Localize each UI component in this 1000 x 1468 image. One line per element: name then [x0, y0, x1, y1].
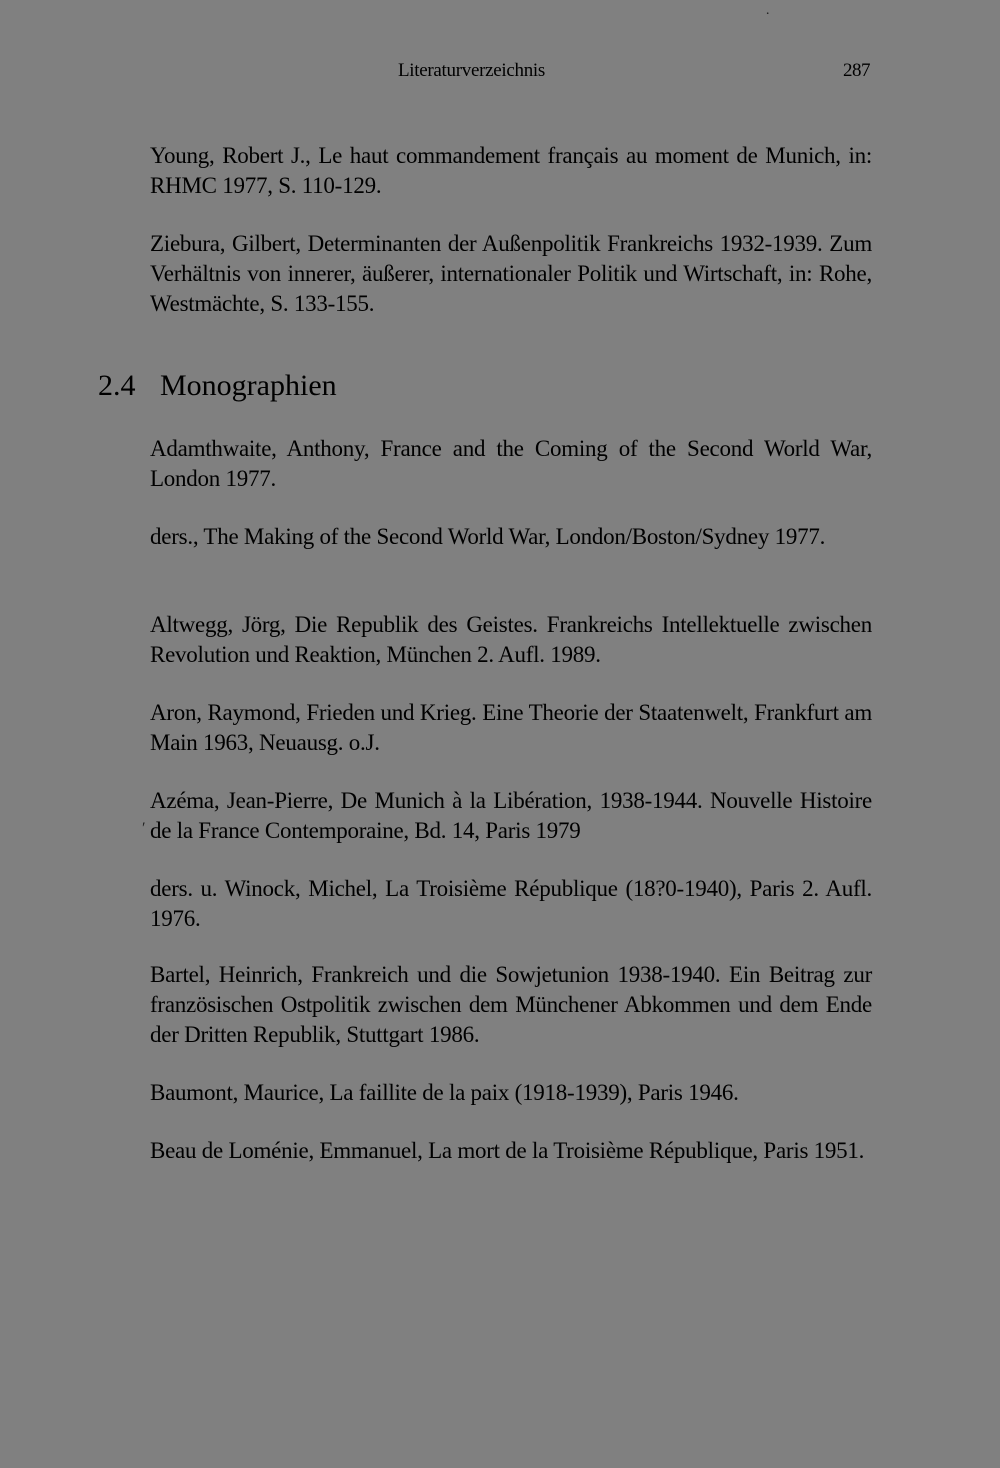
bibliography-entry: Ziebura, Gilbert, Determinanten der Außenpolitik Frankreichs 1932-1939. Zum Verhältnis von innerer, äußerer, internationaler Politik und Wirtschaft, in: Rohe, Westmächte, S. 133-155.: [150, 231, 872, 316]
scan-speck: ˙: [765, 10, 771, 27]
bibliography-entry: Young, Robert J., Le haut commandement français au moment de Munich, in: RHMC 1977, S. 110-129.: [150, 143, 872, 198]
bibliography-entry: ders., The Making of the Second World War, London/Boston/Sydney 1977.: [150, 524, 826, 549]
bibliography-entry: Aron, Raymond, Frieden und Krieg. Eine Theorie der Staatenwelt, Frankfurt am Main 1963, Neuausg. o.J.: [150, 700, 872, 755]
running-header-title: Literaturverzeichnis: [398, 60, 545, 81]
bibliography-entry: Adamthwaite, Anthony, France and the Coming of the Second World War, London 1977.: [150, 436, 872, 491]
bibliography-entry: ders. u. Winock, Michel, La Troisième République (18?0-1940), Paris 2. Aufl. 1976.: [150, 876, 872, 931]
section-title: Monographien: [160, 369, 337, 402]
bibliography-entry: Altwegg, Jörg, Die Republik des Geistes. Frankreichs Intellektuelle zwischen Revolution und Reaktion, München 2. Aufl. 1989.: [150, 612, 872, 667]
section-number: 2.4: [98, 369, 136, 402]
margin-mark: ′: [142, 820, 146, 837]
page-number: 287: [843, 60, 870, 81]
bibliography-entry: Baumont, Maurice, La faillite de la paix (1918-1939), Paris 1946.: [150, 1080, 739, 1105]
bibliography-entry: Beau de Loménie, Emmanuel, La mort de la Troisième République, Paris 1951.: [150, 1138, 865, 1163]
bibliography-entry: Azéma, Jean-Pierre, De Munich à la Libération, 1938-1944. Nouvelle Histoire de la France Contemporaine, Bd. 14, Paris 1979: [150, 788, 872, 843]
section-heading: [98, 369, 337, 403]
bibliography-entry: Bartel, Heinrich, Frankreich und die Sowjetunion 1938-1940. Ein Beitrag zur französischen Ostpolitik zwischen dem Münchener Abkommen und dem Ende der Dritten Republik, Stuttgart 1986.: [150, 962, 872, 1047]
